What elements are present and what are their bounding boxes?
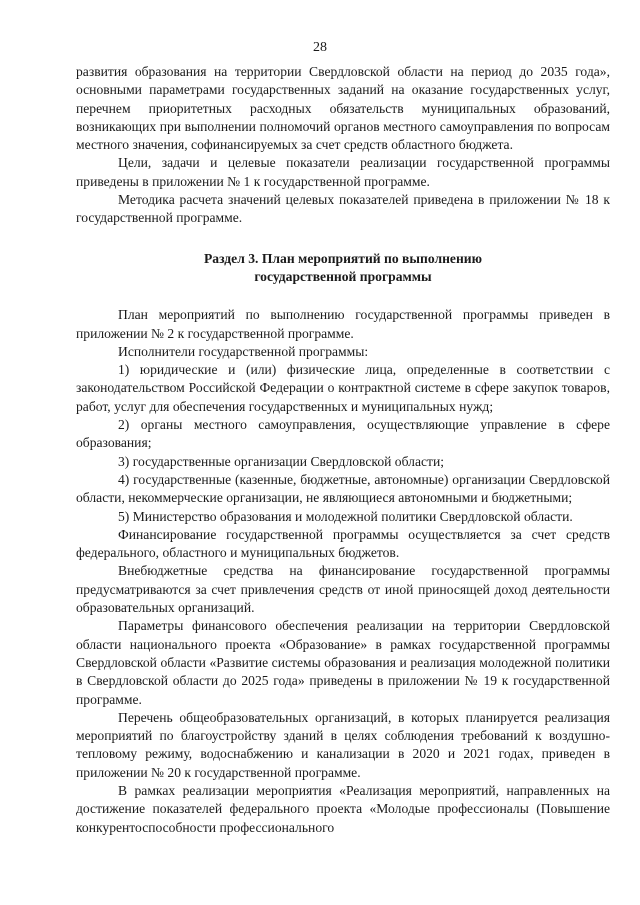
paragraph: Перечень общеобразовательных организаций, в которых планируется реализация мероприятий по благоустройству зданий в целях соблюдения требований к воздушно-тепловому режиму, водоснабжению и канализации в 2020 и 2021 годах, приведен в приложении № 20 к государственной программе. [76, 709, 610, 780]
list-item: 2) органы местного самоуправления, осуществляющие управление в сфере образования; [76, 417, 610, 451]
list-item: 4) государственные (казенные, бюджетные, автономные) организации Свердловской области, некоммерческие организации, не являющиеся автономными и бюджетными; [76, 471, 610, 506]
paragraph: Цели, задачи и целевые показатели реализации государственной программы приведены в приложении № 1 к государственной программе. [76, 155, 610, 189]
paragraph: Исполнители государственной программы: [118, 343, 369, 359]
paragraph: Методика расчета значений целевых показателей приведена в приложении № 18 к государственной программе. [76, 192, 610, 226]
paragraph: Внебюджетные средства на финансирование государственной программы предусматриваются за счет привлечения средств от иной приносящей доход деятельности образовательных организаций. [76, 563, 610, 616]
paragraph: развития образования на территории Свердловской области на период до 2035 года», основными параметрами государственных заданий на оказание государственных услуг, перечнем приоритетных расходных обязательств муниципальных образований, возникающих при выполнении полномочий органов местного самоуправления по вопросам местного значения, софинансируемых за счет средств областного бюджета. [76, 64, 610, 153]
document-body [76, 63, 610, 837]
page-number: 28 [313, 40, 327, 55]
paragraph: Параметры финансового обеспечения реализации на территории Свердловской области национального проекта «Образование» в рамках государственной программы Свердловской области «Развитие системы образования и реализация молодежной политики в Свердловской области до 2025 года» приведены в приложении № 19 к государственной программе. [76, 618, 610, 707]
section-heading [76, 250, 610, 287]
paragraph: План мероприятий по выполнению государственной программы приведен в приложении № 2 к государственной программе. [76, 307, 610, 341]
section-heading-line: государственной программы [254, 268, 432, 284]
list-item: 5) Министерство образования и молодежной политики Свердловской области. [118, 508, 573, 524]
paragraph: Финансирование государственной программы осуществляется за счет средств федерального, областного и муниципальных бюджетов. [76, 526, 610, 561]
list-item: 3) государственные организации Свердловской области; [118, 453, 445, 469]
paragraph: В рамках реализации мероприятия «Реализация мероприятий, направленных на достижение показателей федерального проекта «Молодые профессионалы (Повышение конкурентоспособности профессионального [76, 782, 610, 835]
section-heading-line: Раздел 3. План мероприятий по выполнению [203, 250, 483, 266]
list-item: 1) юридические и (или) физические лица, определенные в соответствии с законодательством Российской Федерации о контрактной системе в сфере закупок товаров, работ, услуг для обеспечения государственных и муниципальных нужд; [76, 362, 610, 414]
